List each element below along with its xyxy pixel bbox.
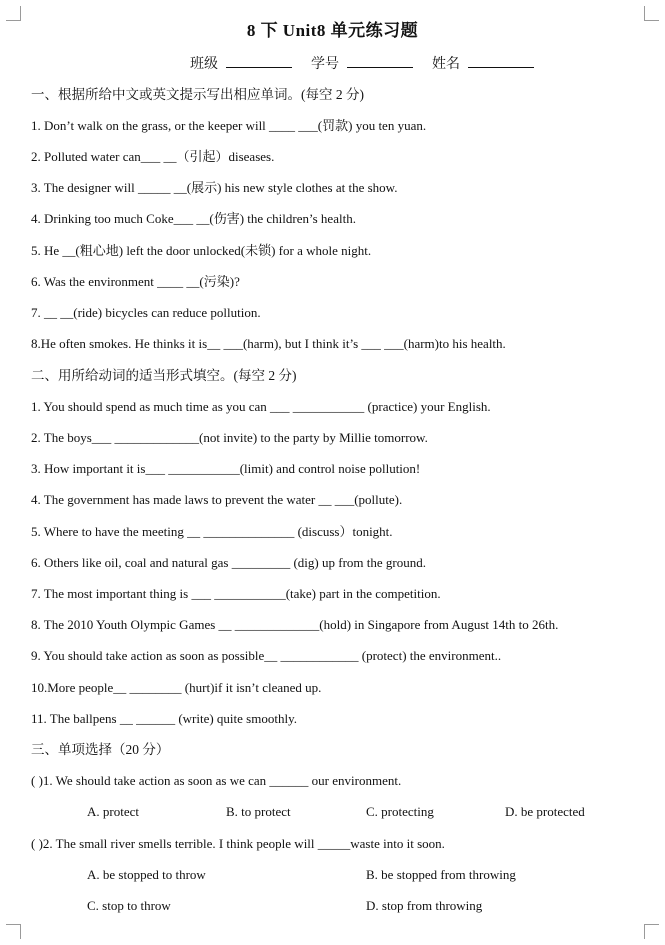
page-title: 8 下 Unit8 单元练习题 xyxy=(246,21,419,40)
question-item: 4. The government has made laws to prevent the water __ ___(pollute). xyxy=(31,492,403,507)
page-corner-mark xyxy=(644,924,659,939)
student-id-label: 学号 xyxy=(311,57,339,72)
question-item: 10.More people__ ________ (hurt)if it isn’t cleaned up. xyxy=(31,680,322,695)
question-item: 8. The 2010 Youth Olympic Games __ _____________(hold) in Singapore from August 14th to 26th. xyxy=(31,617,559,632)
student-info-row xyxy=(190,53,550,73)
mc-option-d: D. stop from throwing xyxy=(366,898,483,913)
name-label: 姓名 xyxy=(432,57,460,72)
name-blank[interactable] xyxy=(468,55,534,68)
question-item: 7. __ __(ride) bicycles can reduce pollution. xyxy=(31,305,261,320)
question-item: 3. How important it is___ ___________(limit) and control noise pollution! xyxy=(31,461,421,476)
mc-option-d: D. be protected xyxy=(505,804,585,819)
class-label: 班级 xyxy=(190,57,218,72)
question-item: 6. Was the environment ____ __(污染)? xyxy=(31,274,240,289)
question-item: 4. Drinking too much Coke___ __(伤害) the children’s health. xyxy=(31,211,356,226)
question-item: 11. The ballpens __ ______ (write) quite smoothly. xyxy=(31,711,297,726)
class-blank[interactable] xyxy=(226,55,292,68)
question-item: 7. The most important thing is ___ ___________(take) part in the competition. xyxy=(31,586,441,601)
mc-question-stem: ( )2. The small river smells terrible. I think people will _____waste into it soon. xyxy=(31,836,445,851)
page-corner-mark xyxy=(6,924,21,939)
question-item: 9. You should take action as soon as possible__ ____________ (protect) the environment.. xyxy=(31,648,502,663)
question-item: 1. Don’t walk on the grass, or the keeper will ____ ___(罚款) you ten yuan. xyxy=(31,118,427,133)
section-2-heading: 二、用所给动词的适当形式填空。(每空 2 分) xyxy=(31,368,297,383)
mc-option-b: B. be stopped from throwing xyxy=(366,867,516,882)
section-3-heading: 三、单项选择（20 分） xyxy=(31,742,170,757)
question-item: 2. The boys___ _____________(not invite) to the party by Millie tomorrow. xyxy=(31,430,428,445)
student-id-blank[interactable] xyxy=(347,55,413,68)
question-item: 1. You should spend as much time as you can ___ ___________ (practice) your English. xyxy=(31,399,491,414)
mc-option-c: C. protecting xyxy=(366,804,434,819)
mc-option-a: A. be stopped to throw xyxy=(87,867,206,882)
question-item: 5. He __(粗心地) left the door unlocked(未锁) for a whole night. xyxy=(31,243,372,258)
question-item: 8.He often smokes. He thinks it is__ ___(harm), but I think it’s ___ ___(harm)to his health. xyxy=(31,336,506,351)
question-item: 3. The designer will _____ __(展示) his new style clothes at the show. xyxy=(31,180,398,195)
mc-option-a: A. protect xyxy=(87,804,139,819)
question-item: 6. Others like oil, coal and natural gas _________ (dig) up from the ground. xyxy=(31,555,426,570)
mc-option-b: B. to protect xyxy=(226,804,291,819)
question-item: 5. Where to have the meeting __ ______________ (discuss）tonight. xyxy=(31,524,393,539)
question-item: 2. Polluted water can___ __（引起）diseases. xyxy=(31,149,275,164)
mc-option-c: C. stop to throw xyxy=(87,898,171,913)
section-1-heading: 一、根据所给中文或英文提示写出相应单词。(每空 2 分) xyxy=(31,87,364,102)
mc-question-stem: ( )1. We should take action as soon as we can ______ our environment. xyxy=(31,773,402,788)
